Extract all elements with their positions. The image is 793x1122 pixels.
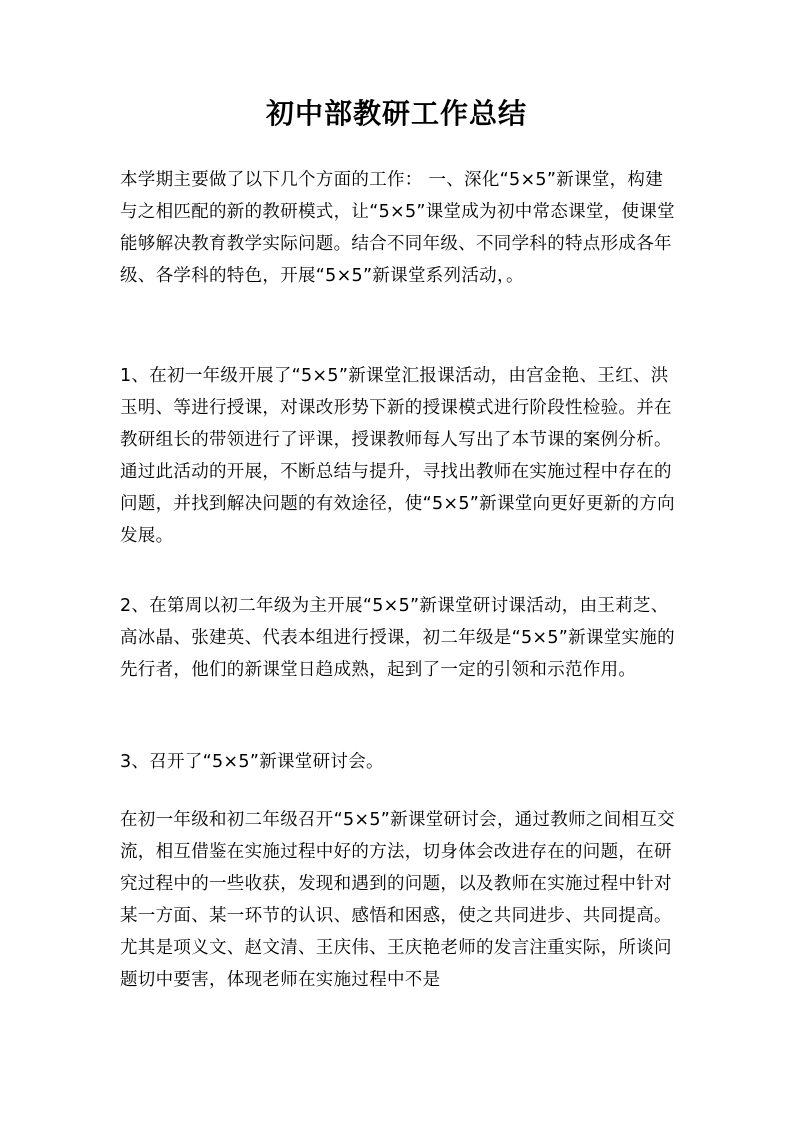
paragraph-seminar-details: [120, 804, 680, 996]
document-title: 初中部教研工作总结: [265, 97, 527, 130]
paragraph-item-3: [120, 746, 680, 778]
paragraph-text: 本学期主要做了以下几个方面的工作： 一、深化“5×5”新课堂，构建与之相匹配的新的教研模式，让“5×5”课堂成为初中常态课堂，使课堂能够解决教育教学实际问题。结合不同年级、不同学科的特点形成各年级、各学科的特色，开展“5×5”新课堂系列活动，。: [120, 170, 675, 286]
paragraph-intro: [120, 164, 680, 292]
paragraph-text: 1、在初一年级开展了“5×5”新课堂汇报课活动，由宫金艳、王红、洪玉明、等进行授课，对课改形势下新的授课模式进行阶段性检验。并在教研组长的带领进行了评课，授课教师每人写出了本节课的案例分析。通过此活动的开展，不断总结与提升，寻找出教师在实施过程中存在的问题，并找到解决问题的有效途径，使“5×5”新课堂向更好更新的方向发展。: [120, 366, 675, 546]
paragraph-text: 在初一年级和初二年级召开“5×5”新课堂研讨会，通过教师之间相互交流，相互借鉴在实施过程中好的方法，切身体会改进存在的问题，在研究过程中的一些收获，发现和遇到的问题，以及教师在实施过程中针对某一方面、某一环节的认识、感悟和困惑，使之共同进步、共同提高。尤其是项义文、赵文清、王庆伟、王庆艳老师的发言注重实际，所谈问题切中要害，体现老师在实施过程中不是: [120, 810, 675, 990]
paragraph-item-2: [120, 590, 680, 686]
paragraph-text: 3、召开了“5×5”新课堂研讨会。: [120, 752, 384, 772]
paragraph-item-1: [120, 360, 680, 552]
paragraph-text: 2、在第周以初二年级为主开展“5×5”新课堂研讨课活动，由王莉芝、高冰晶、张建英、代表本组进行授课，初二年级是“5×5”新课堂实施的先行者，他们的新课堂日趋成熟，起到了一定的引领和示范作用。: [120, 596, 675, 680]
